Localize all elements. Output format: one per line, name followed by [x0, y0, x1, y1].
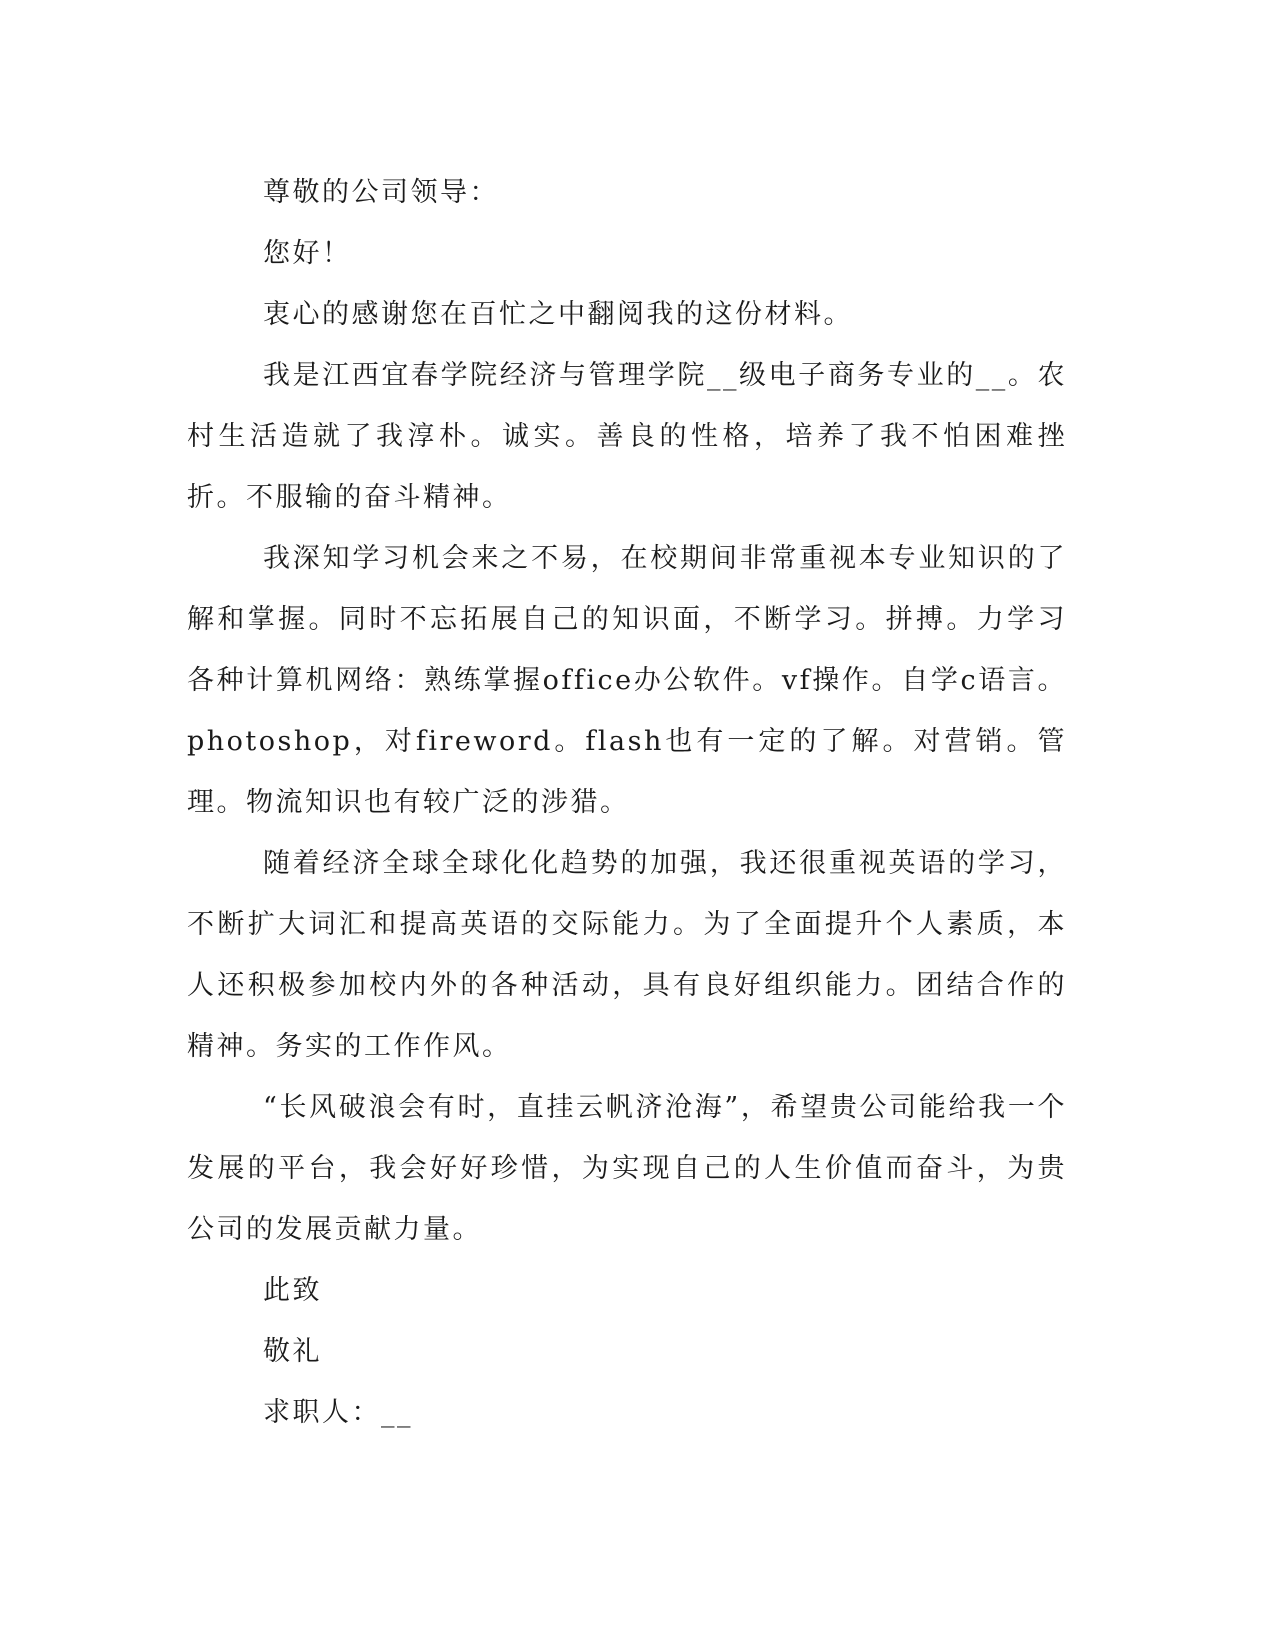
letter-signature: 求职人：__	[263, 1397, 413, 1428]
letter-greeting: 您好！	[263, 238, 352, 269]
letter-closing-jingli: 敬礼	[263, 1336, 322, 1367]
letter-paragraph-thanks: 衷心的感谢您在百忙之中翻阅我的这份材料。	[263, 299, 853, 330]
cover-letter	[187, 162, 1067, 1443]
letter-closing-cizhi: 此致	[263, 1275, 322, 1306]
letter-salutation: 尊敬的公司领导：	[263, 177, 499, 208]
letter-paragraph-skills: 我深知学习机会来之不易，在校期间非常重视本专业知识的了解和掌握。同时不忘拓展自己的知识面，不断学习。拼搏。力学习各种计算机网络：熟练掌握office办公软件。vf操作。自学c语言。photoshop，对fireword。flash也有一定的了解。对营销。管理。物流知识也有较广泛的涉猎。	[187, 543, 1067, 818]
letter-paragraph-hope: “长风破浪会有时，直挂云帆济沧海”，希望贵公司能给我一个发展的平台，我会好好珍惜，为实现自己的人生价值而奋斗，为贵公司的发展贡献力量。	[187, 1092, 1067, 1245]
letter-paragraph-background: 我是江西宜春学院经济与管理学院__级电子商务专业的__。农村生活造就了我淳朴。诚实。善良的性格，培养了我不怕困难挫折。不服输的奋斗精神。	[187, 360, 1067, 513]
letter-paragraph-english: 随着经济全球全球化化趋势的加强，我还很重视英语的学习，不断扩大词汇和提高英语的交际能力。为了全面提升个人素质，本人还积极参加校内外的各种活动，具有良好组织能力。团结合作的精神。务实的工作作风。	[187, 848, 1067, 1062]
